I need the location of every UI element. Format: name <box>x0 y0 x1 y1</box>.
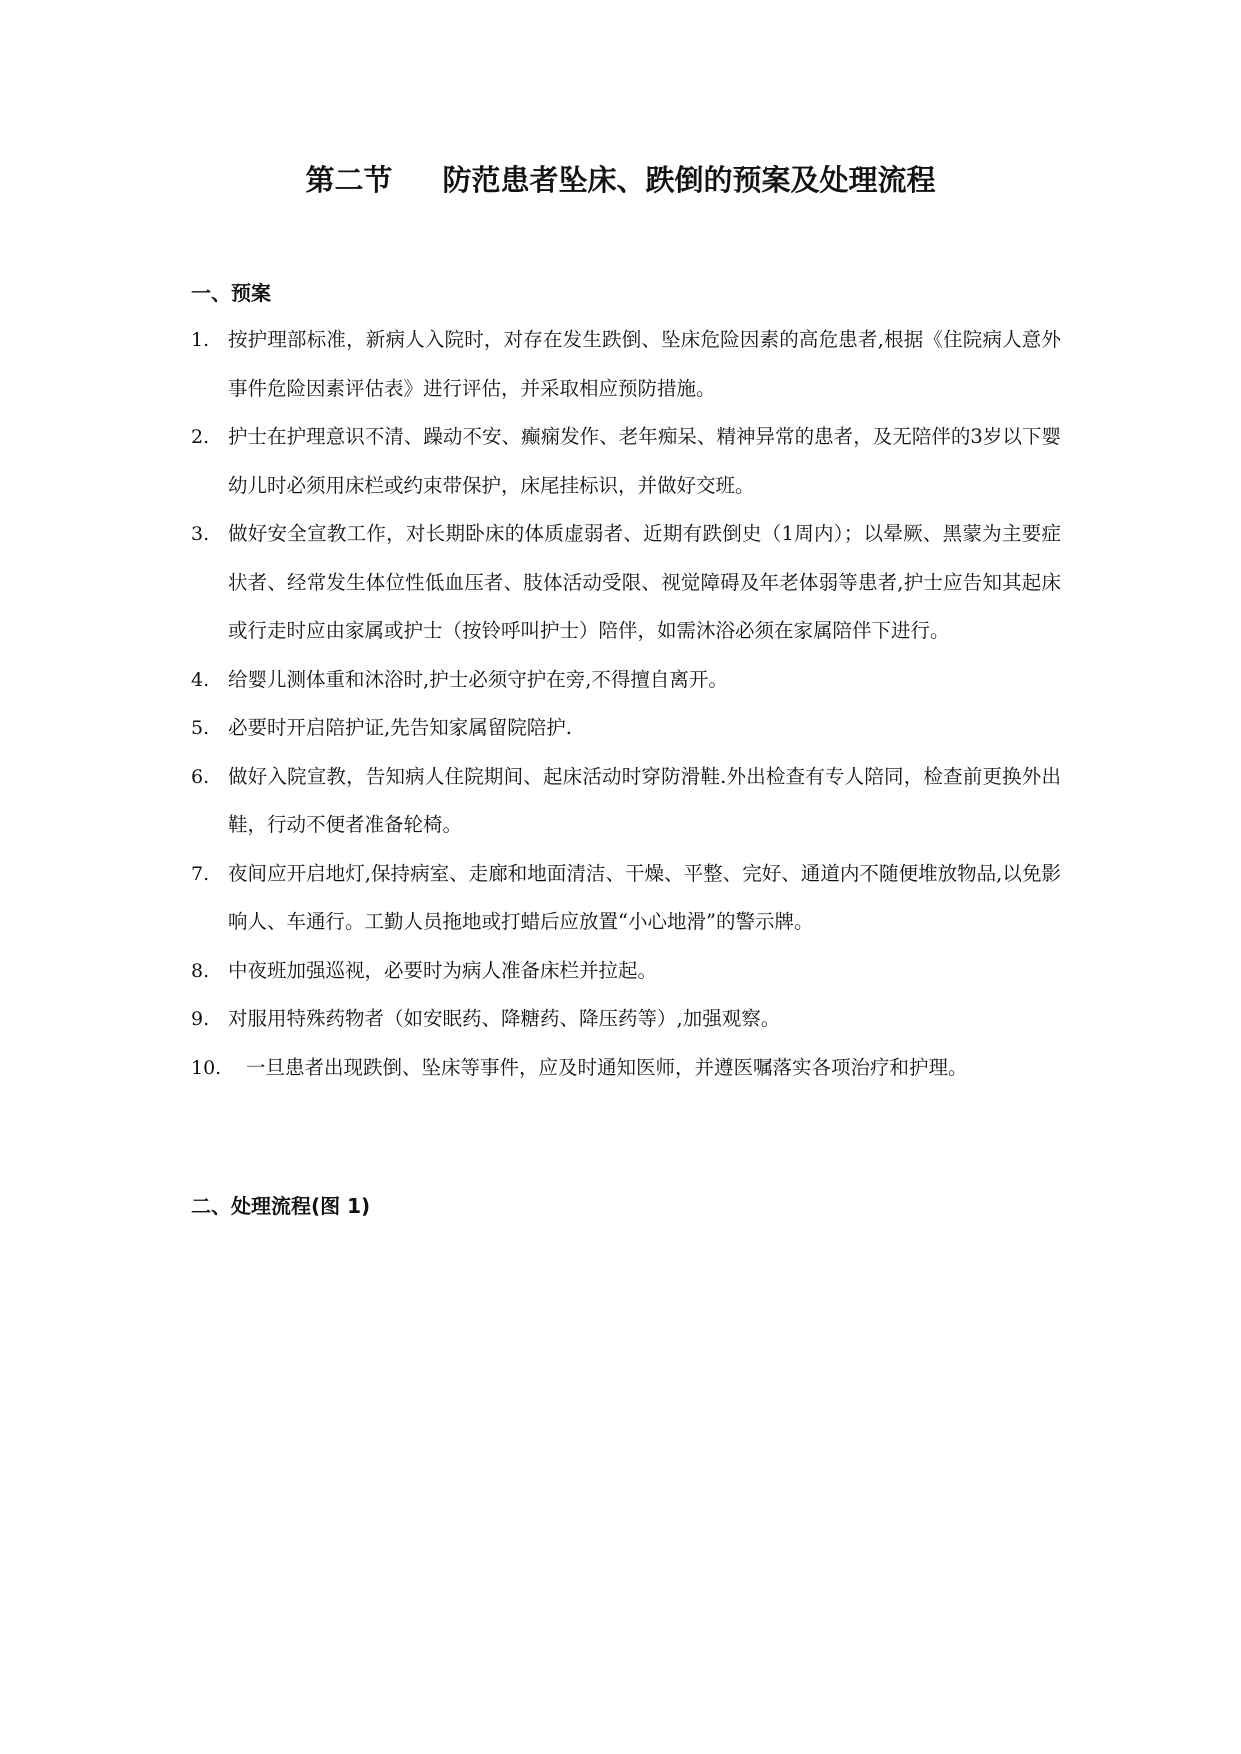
item-number: 5. <box>191 717 210 739</box>
plan-list <box>191 316 1061 1092</box>
item-number: 8. <box>191 959 210 982</box>
list-item <box>191 850 1061 947</box>
item-number: 1. <box>191 329 210 351</box>
title-main: 防范患者坠床、跌倒的预案及处理流程 <box>442 163 936 197</box>
item-text: 必要时开启陪护证,先告知家属留院陪护. <box>228 716 572 739</box>
list-item <box>191 1044 1061 1093</box>
item-text: 中夜班加强巡视，必要时为病人准备床栏并拉起。 <box>228 958 658 982</box>
item-number: 3. <box>191 523 210 545</box>
item-text: 做好入院宣教，告知病人住院期间、起床活动时穿防滑鞋.外出检查有专人陪同，检查前更换外出鞋，行动不便者准备轮椅。 <box>228 764 1061 836</box>
item-text: 做好安全宣教工作，对长期卧床的体质虚弱者、近期有跌倒史（1周内）；以晕厥、黑蒙为主要症状者、经常发生体位性低血压者、肢体活动受限、视觉障碍及年老体弱等患者,护士应告知其起床或行走时应由家属或护士（按铃呼叫护士）陪伴，如需沐浴必须在家属陪伴下进行。 <box>228 522 1061 642</box>
list-item <box>191 947 1061 996</box>
list-item <box>191 413 1061 510</box>
list-item <box>191 753 1061 850</box>
item-number: 10. <box>191 1056 222 1079</box>
list-item <box>191 316 1061 413</box>
list-item <box>191 704 1061 753</box>
item-text: 对服用特殊药物者（如安眠药、降糖药、降压药等）,加强观察。 <box>228 1007 781 1030</box>
item-number: 7. <box>191 862 210 885</box>
item-number: 9. <box>191 1008 210 1030</box>
item-number: 6. <box>191 765 210 788</box>
item-text: 给婴儿测体重和沐浴时,护士必须守护在旁,不得擅自离开。 <box>228 667 728 691</box>
list-item <box>191 656 1061 705</box>
list-item <box>191 510 1061 656</box>
item-text: 护士在护理意识不清、躁动不安、癫痫发作、老年痴呆、精神异常的患者，及无陪伴的3岁以下婴幼儿时必须用床栏或约束带保护，床尾挂标识，并做好交班。 <box>228 425 1061 497</box>
section-heading-plan: 一、预案 <box>191 281 271 305</box>
section-heading-process: 二、处理流程(图 1) <box>191 1194 371 1218</box>
page-title <box>0 160 1241 200</box>
title-section: 第二节 <box>305 163 393 197</box>
item-text: 夜间应开启地灯,保持病室、走廊和地面清洁、干燥、平整、完好、通道内不随便堆放物品,以免影响人、车通行。工勤人员拖地或打蜡后应放置“小心地滑”的警示牌。 <box>228 861 1061 933</box>
list-item <box>191 995 1061 1044</box>
item-text: 按护理部标准，新病人入院时，对存在发生跌倒、坠床危险因素的高危患者,根据《住院病人意外事件危险因素评估表》进行评估，并采取相应预防措施。 <box>228 328 1061 400</box>
item-number: 4. <box>191 668 210 691</box>
item-number: 2. <box>191 426 210 448</box>
item-text: 一旦患者出现跌倒、坠床等事件，应及时通知医师，并遵医嘱落实各项治疗和护理。 <box>246 1055 968 1079</box>
